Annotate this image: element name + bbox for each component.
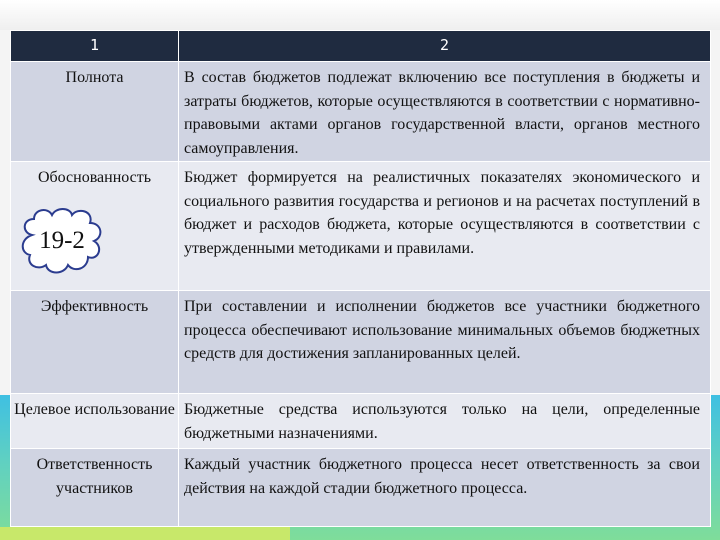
budget-principles-table — [10, 30, 711, 527]
table-row — [11, 291, 711, 394]
column-header-2: 2 — [179, 31, 711, 62]
table-row — [11, 449, 711, 527]
description-cell: При составлении и исполнении бюджетов все участники бюджетного процесса обеспечивают использование минимальных объемов бюджетных средств для достижения запланированных целей. — [179, 291, 711, 394]
principle-cell: Ответственность участников — [11, 449, 179, 527]
table-row — [11, 62, 711, 162]
column-header-1: 1 — [11, 31, 179, 62]
principle-cell: Полнота — [11, 62, 179, 162]
slide-bottom-stripe — [0, 527, 290, 540]
table-header-row — [11, 31, 711, 62]
cloud-badge — [18, 205, 106, 279]
principle-cell: Обоснованность — [11, 162, 179, 291]
principle-cell: Целевое использование — [11, 394, 179, 449]
badge-label: 19-2 — [39, 227, 85, 254]
description-cell: Бюджет формируется на реалистичных показателях экономического и социального развития государства и регионов и на расчетах поступлений в бюджет и расходов бюджета, которые осуществляются в соответствии с утвержденными методиками и правилами. — [179, 162, 711, 291]
principle-cell: Эффективность — [11, 291, 179, 394]
description-cell: Каждый участник бюджетного процесса несет ответственность за свои действия на каждой стадии бюджетного процесса. — [179, 449, 711, 527]
table-row — [11, 162, 711, 291]
table-row — [11, 394, 711, 449]
slide-top-band — [0, 0, 720, 30]
description-cell: Бюджетные средства используются только на цели, определенные бюджетными назначениями. — [179, 394, 711, 449]
description-cell: В состав бюджетов подлежат включению все поступления в бюджеты и затраты бюджетов, которые осуществляются в соответствии с нормативно-правовыми актами органов государственной власти, органов местного самоуправления. — [179, 62, 711, 162]
